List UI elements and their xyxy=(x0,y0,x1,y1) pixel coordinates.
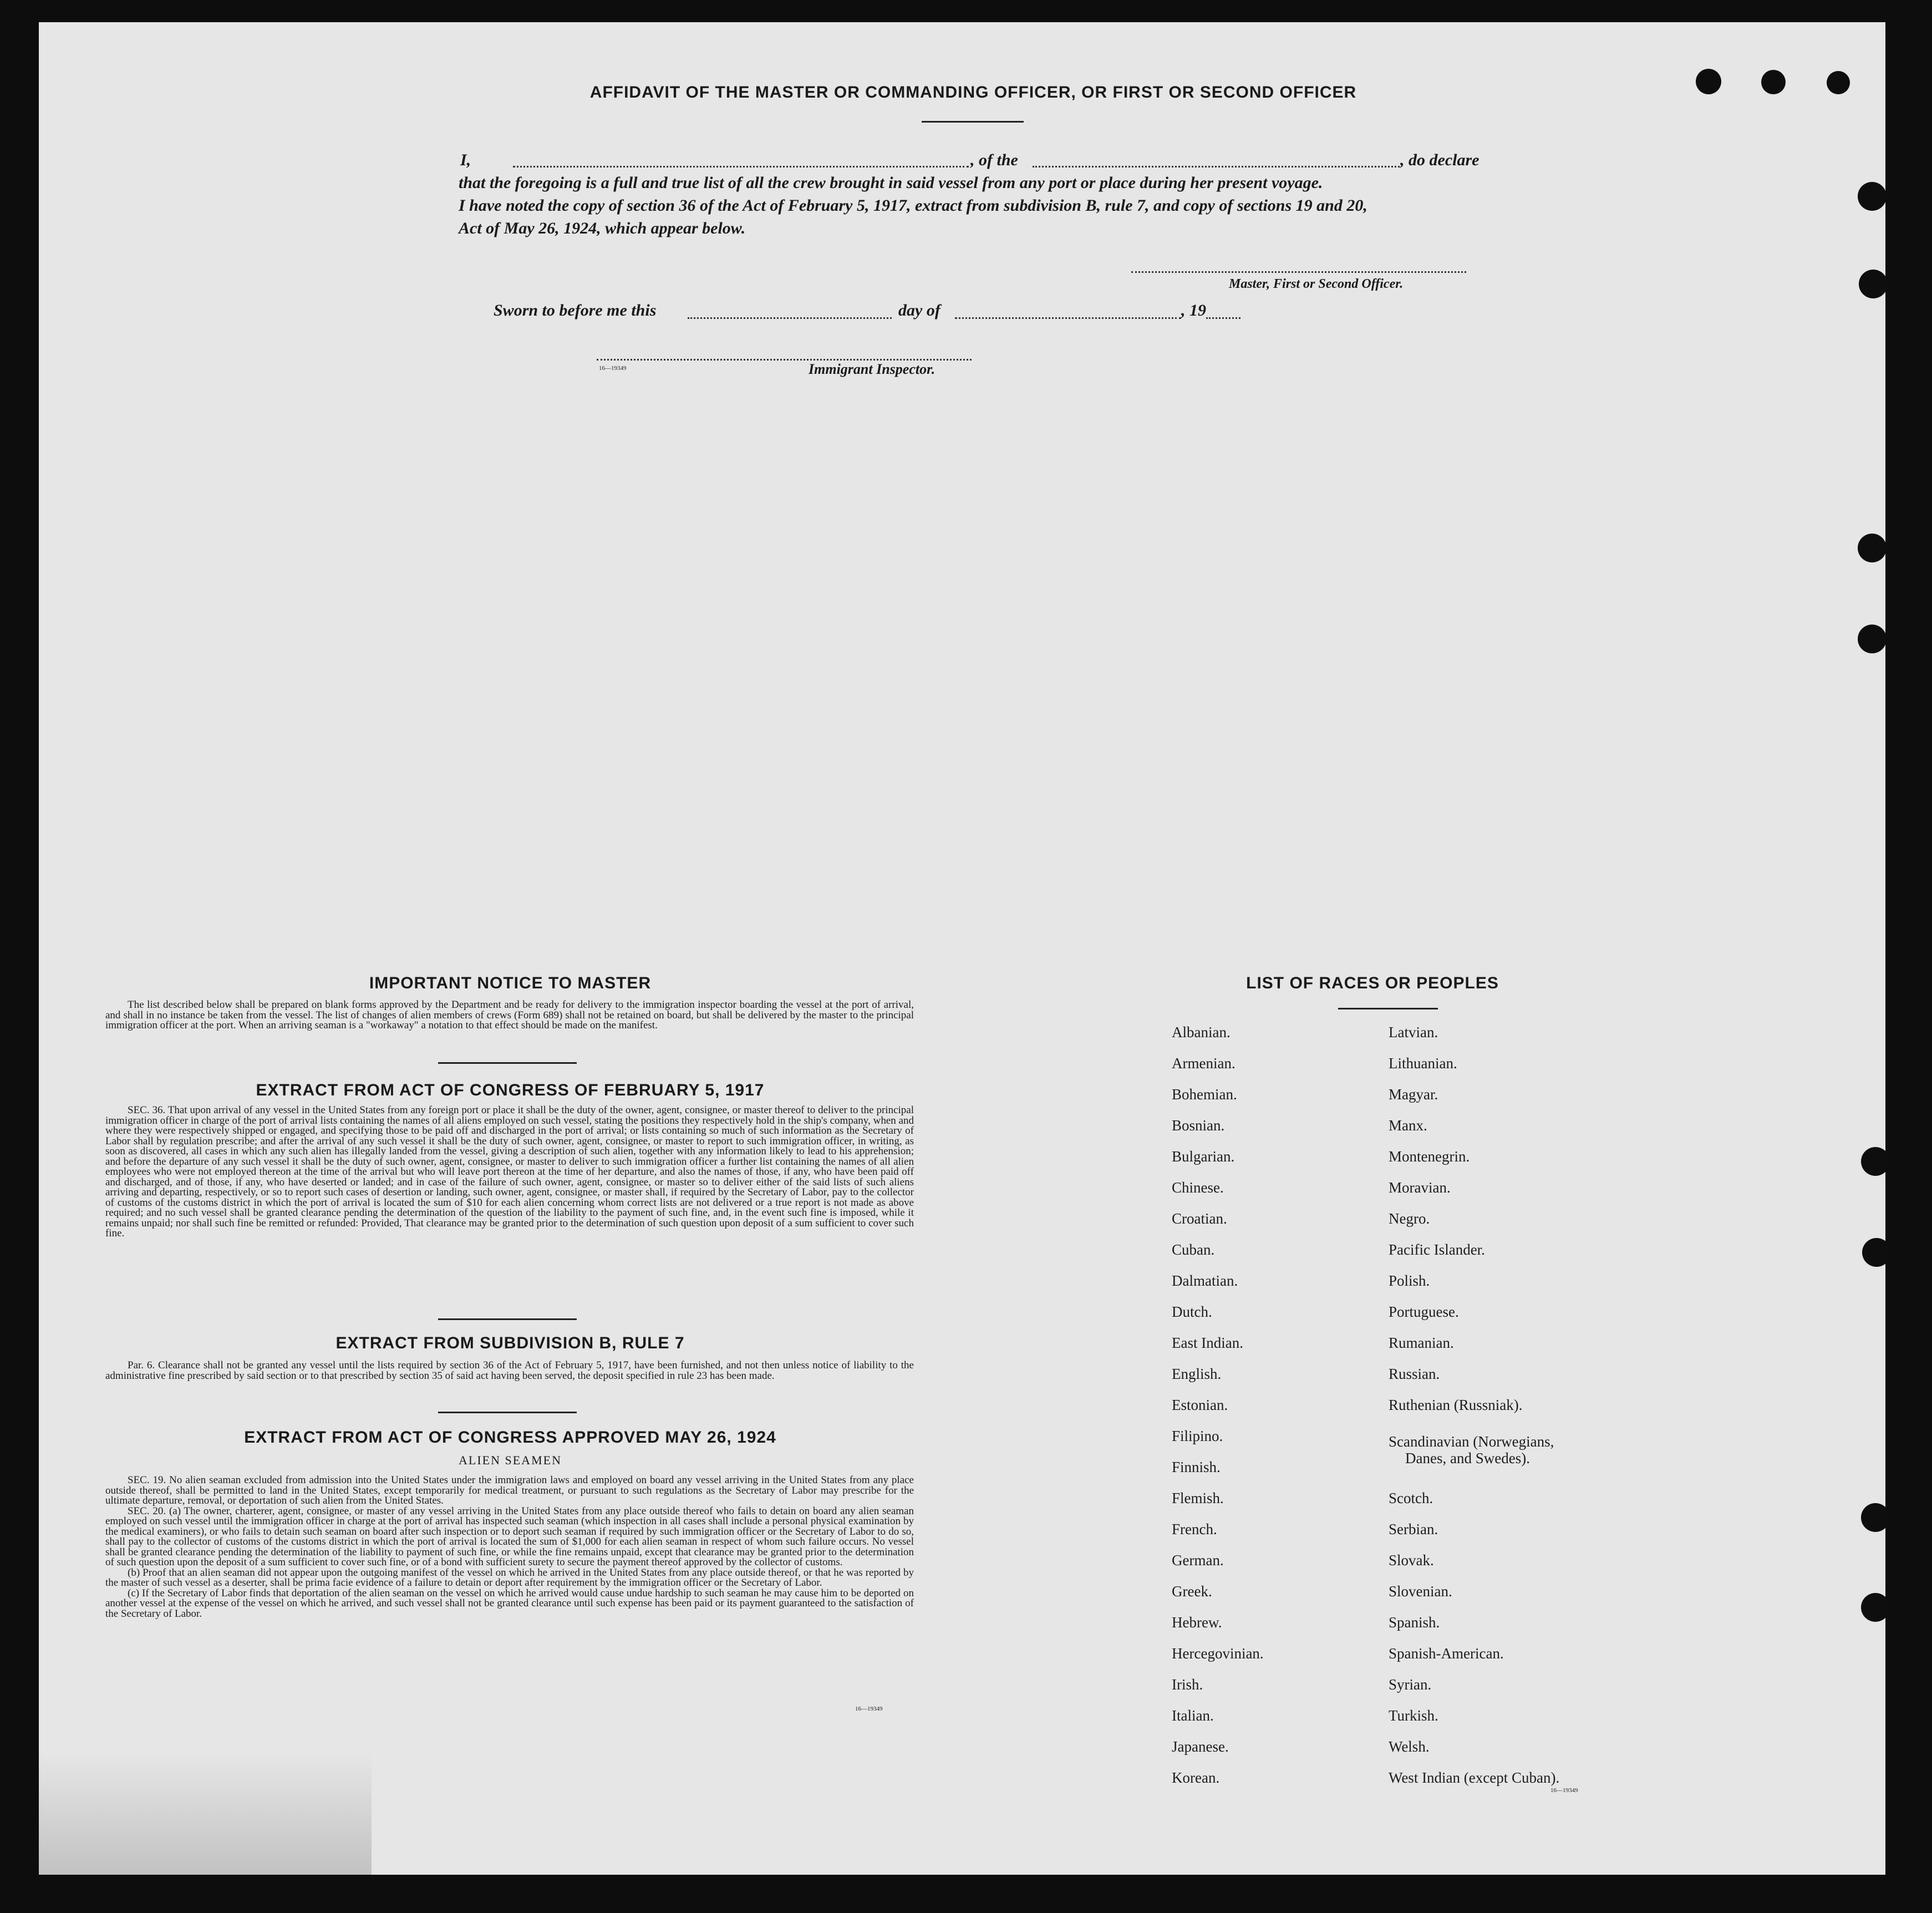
race-item: Scandinavian (Norwegians, xyxy=(1389,1433,1554,1450)
punch-hole xyxy=(1696,69,1721,94)
punch-hole xyxy=(1858,534,1887,562)
race-item: Japanese. xyxy=(1172,1738,1229,1755)
race-item: Montenegrin. xyxy=(1389,1148,1470,1165)
punch-hole xyxy=(1858,625,1887,653)
inspector-signature-blank[interactable] xyxy=(597,359,972,361)
race-item: Hercegovinian. xyxy=(1172,1645,1264,1662)
sworn-year: , 19 xyxy=(1181,301,1206,319)
notice-paragraph: The list described below shall be prepared on blank forms approved by the Department and be ready for delivery to the immigration inspector boarding the vessel at the port of arrival, and shall in no instance be taken from the vessel. The list of changes of alien members of crews (Form 689) shall not be retained on board, but shall be delivered by the master to the principal immigration officer at the port. When an arriving seaman is a "workaway" a notation to that effect should be made on the manifest. xyxy=(105,999,914,1031)
section-19-paragraph: SEC. 19. No alien seaman excluded from admission into the United States under the immigration laws and employed on board any vessel arriving in the United States from any place outside thereof, shall be permitted to land in the United States, except temporarily for medical treatment, or pursuant to such regulations as the Secretary of Labor may prescribe for the ultimate departure, removal, or deportation of such alien from the United States. xyxy=(105,1474,914,1506)
race-item: Magyar. xyxy=(1389,1086,1438,1103)
form-number: 16—19349 xyxy=(599,365,627,372)
race-item: French. xyxy=(1172,1521,1217,1537)
punch-hole xyxy=(1861,1147,1890,1176)
races-title-rule xyxy=(1338,1008,1438,1009)
races-title: LIST OF RACES OR PEOPLES xyxy=(1246,974,1499,992)
race-item: Croatian. xyxy=(1172,1210,1227,1227)
section-20a-paragraph: SEC. 20. (a) The owner, charterer, agent, consignee, or master of any vessel arriving in the United States from any place outside thereof who fails to detain on board any alien seaman employed on such vessel until the immigration officer in charge at the port of arrival has inspected such seaman (which inspection in all cases shall include a personal physical examination by the medical examiners), or who fails to detain such seaman on board after such inspection or to deport such seaman if required by such immigration officer or the Secretary of Labor to do so, shall pay to the collector of customs of the customs district in which the port of arrival is located the sum of $1,000 for each alien seaman in respect of whom such failure occurs. No vessel shall be granted clearance pending the determination of the liability to payment of such fine, or while the fine remains unpaid, except that clearance may be granted prior to the determination of such question upon the deposit of a sum sufficient to cover such fine, or of a bond with sufficient surety to secure the payment thereof approved by the collector of customs. xyxy=(105,1505,914,1568)
race-item: Dutch. xyxy=(1172,1303,1212,1320)
inspector-label: Immigrant Inspector. xyxy=(809,361,936,377)
sworn-year-blank[interactable] xyxy=(1206,317,1240,319)
sworn-date-blank[interactable] xyxy=(688,317,892,319)
race-item: Dalmatian. xyxy=(1172,1272,1238,1289)
race-item: East Indian. xyxy=(1172,1334,1243,1351)
extract-1917-text xyxy=(105,1105,914,1239)
race-item: Bohemian. xyxy=(1172,1086,1237,1103)
of-the-label: , of the xyxy=(970,151,1018,169)
affidavit-title-rule xyxy=(922,121,1024,123)
extract-1924-text xyxy=(105,1475,914,1619)
punch-hole xyxy=(1862,1238,1891,1267)
sworn-prefix: Sworn to before me this xyxy=(494,301,657,319)
alien-seamen-subtitle: ALIEN SEAMEN xyxy=(459,1453,562,1467)
race-item: Armenian. xyxy=(1172,1055,1236,1072)
race-item: Lithuanian. xyxy=(1389,1055,1457,1072)
affidavit-title: AFFIDAVIT OF THE MASTER OR COMMANDING OFFICER, OR FIRST OR SECOND OFFICER xyxy=(589,83,1357,102)
race-item: Syrian. xyxy=(1389,1676,1432,1693)
form-number: 16—19349 xyxy=(855,1706,883,1712)
extract-1917-title: EXTRACT FROM ACT OF CONGRESS OF FEBRUARY 5, 1917 xyxy=(256,1081,765,1099)
race-item: Welsh. xyxy=(1389,1738,1430,1755)
vessel-blank[interactable] xyxy=(1033,166,1400,168)
punch-hole xyxy=(1861,1593,1890,1622)
subdivision-b-text xyxy=(105,1361,914,1381)
sworn-day-of: day of xyxy=(898,301,940,319)
affidavit-line-4: Act of May 26, 1924, which appear below. xyxy=(459,219,746,237)
notice-text xyxy=(105,1000,914,1031)
race-item: Flemish. xyxy=(1172,1490,1224,1506)
race-item: Chinese. xyxy=(1172,1179,1224,1196)
punch-hole xyxy=(1858,182,1887,211)
affidavit-line-1 xyxy=(460,151,471,170)
race-item: Negro. xyxy=(1389,1210,1430,1227)
race-item: Filipino. xyxy=(1172,1428,1223,1444)
section-36-paragraph: SEC. 36. That upon arrival of any vessel in the United States from any foreign port or place it shall be the duty of the owner, agent, consignee, or master thereof to deliver to the principal immigration officer in charge of the port of arrival lists containing the names of all aliens employed on such vessel, stating the positions they respectively hold in the ship's company, when and where they were respectively shipped or engaged, and specifying those to be paid off and discharged in the port of arrival; or lists containing so much of such information as the Secretary of Labor shall by regulation prescribe; and after the arrival of any such vessel it shall be the duty of such owner, agent, consignee, or master to report to such immigration officer, in writing, as soon as discovered, all cases in which any such alien has illegally landed from the vessel, giving a description of such alien, together with any information likely to lead to his apprehension; and before the departure of any such vessel it shall be the duty of such owner, agent, consignee, or master to deliver to such immigration officer a further list containing the names of all alien employees who were not employed thereon at the time of the arrival but who will leave port thereon at the time of her departure, and also the names of those, if any, who have been paid off and discharged, and of those, if any, who have deserted or landed; and in case of the failure of such owner, agent, consignee, or master so to deliver either of the said lists of such aliens arriving and departing, respectively, or so to report such cases of desertion or landing, such owner, agent, consignee, or master shall, if required by the Secretary of Labor, pay to the collector of customs of the customs district in which the port of arrival is located the sum of $10 for each alien concerning whom correct lists are not delivered or a true report is not made as above required; and no such vessel shall be granted clearance pending the determination of the question of the liability to the payment of such fine, and, in the event such fine is imposed, while it remains unpaid; nor shall such fine be remitted or refunded: Provided, That clearance may be granted prior to the determination of such question upon deposit of a sum sufficient to cover such fine. xyxy=(105,1104,914,1239)
race-item: Serbian. xyxy=(1389,1521,1438,1537)
punch-hole xyxy=(1861,1503,1890,1532)
race-item: Slovenian. xyxy=(1389,1583,1452,1600)
signature-blank[interactable] xyxy=(1131,271,1466,273)
race-item: Scotch. xyxy=(1389,1490,1433,1506)
race-item: Moravian. xyxy=(1389,1179,1451,1196)
punch-hole xyxy=(1859,270,1888,298)
notice-title: IMPORTANT NOTICE TO MASTER xyxy=(369,974,652,992)
race-item: English. xyxy=(1172,1366,1222,1382)
divider-rule xyxy=(438,1062,577,1064)
race-item: Slovak. xyxy=(1389,1552,1434,1569)
race-item: Finnish. xyxy=(1172,1459,1221,1475)
do-declare-label: , do declare xyxy=(1400,151,1479,169)
race-item: German. xyxy=(1172,1552,1224,1569)
race-item: Cuban. xyxy=(1172,1241,1215,1258)
extract-1924-title: EXTRACT FROM ACT OF CONGRESS APPROVED MAY 26, 1924 xyxy=(244,1428,776,1447)
affidavit-i-label: I, xyxy=(460,151,471,169)
name-blank[interactable] xyxy=(513,166,969,168)
race-item: Spanish-American. xyxy=(1389,1645,1504,1662)
race-item: Pacific Islander. xyxy=(1389,1241,1485,1258)
sworn-month-blank[interactable] xyxy=(955,317,1181,319)
form-number: 16—19349 xyxy=(1550,1787,1578,1794)
race-item: Danes, and Swedes). xyxy=(1405,1450,1530,1467)
race-item: Manx. xyxy=(1389,1117,1427,1134)
race-item: Spanish. xyxy=(1389,1614,1440,1631)
race-item: Portuguese. xyxy=(1389,1303,1459,1320)
race-item: Latvian. xyxy=(1389,1024,1438,1041)
divider-rule xyxy=(438,1318,577,1320)
section-20b-paragraph: (b) Proof that an alien seaman did not appear upon the outgoing manifest of the vessel on which he arrived in the United States from any place outside thereof, or that he was reported by the master of such vessel as a deserter, shall be prima facie evidence of a failure to detain or deport after requirement by the immigration officer or the Secretary of Labor. xyxy=(105,1566,914,1589)
affidavit-line-2: that the foregoing is a full and true list of all the crew brought in said vessel from any port or place during her present voyage. xyxy=(459,174,1323,192)
race-item: West Indian (except Cuban). xyxy=(1389,1769,1560,1786)
punch-hole xyxy=(1761,70,1786,94)
affidavit-line-3: I have noted the copy of section 36 of the Act of February 5, 1917, extract from subdivision B, rule 7, and copy of sections 19 and 20, xyxy=(459,196,1367,215)
signature-label: Master, First or Second Officer. xyxy=(1229,277,1404,291)
par-6-paragraph: Par. 6. Clearance shall not be granted any vessel until the lists required by section 36 of the Act of February 5, 1917, have been furnished, and not then unless notice of liability to the administrative fine prescribed by said section or to that prescribed by section 35 of said act having been served, the deposit specified in rule 23 has been made. xyxy=(105,1359,914,1382)
race-item: Hebrew. xyxy=(1172,1614,1222,1631)
race-item: Rumanian. xyxy=(1389,1334,1454,1351)
page-shadow xyxy=(39,1753,372,1875)
race-item: Italian. xyxy=(1172,1707,1214,1724)
race-item: Greek. xyxy=(1172,1583,1212,1600)
race-item: Irish. xyxy=(1172,1676,1203,1693)
race-item: Polish. xyxy=(1389,1272,1430,1289)
subdivision-b-title: EXTRACT FROM SUBDIVISION B, RULE 7 xyxy=(335,1334,685,1352)
race-item: Estonian. xyxy=(1172,1397,1228,1413)
section-20c-paragraph: (c) If the Secretary of Labor finds that deportation of the alien seaman on the vessel on which he arrived would cause undue hardship to such seaman he may cause him to be deported on another vessel at the expense of the vessel on which he arrived, and such vessel shall not be granted clearance until such expense has been paid or its payment guaranteed to the satisfaction of the Secretary of Labor. xyxy=(105,1587,914,1620)
race-item: Korean. xyxy=(1172,1769,1220,1786)
divider-rule xyxy=(438,1412,577,1413)
punch-hole xyxy=(1827,71,1850,94)
race-item: Bosnian. xyxy=(1172,1117,1225,1134)
race-item: Albanian. xyxy=(1172,1024,1231,1041)
race-item: Turkish. xyxy=(1389,1707,1438,1724)
race-item: Russian. xyxy=(1389,1366,1440,1382)
race-item: Ruthenian (Russniak). xyxy=(1389,1397,1523,1413)
race-item: Bulgarian. xyxy=(1172,1148,1235,1165)
